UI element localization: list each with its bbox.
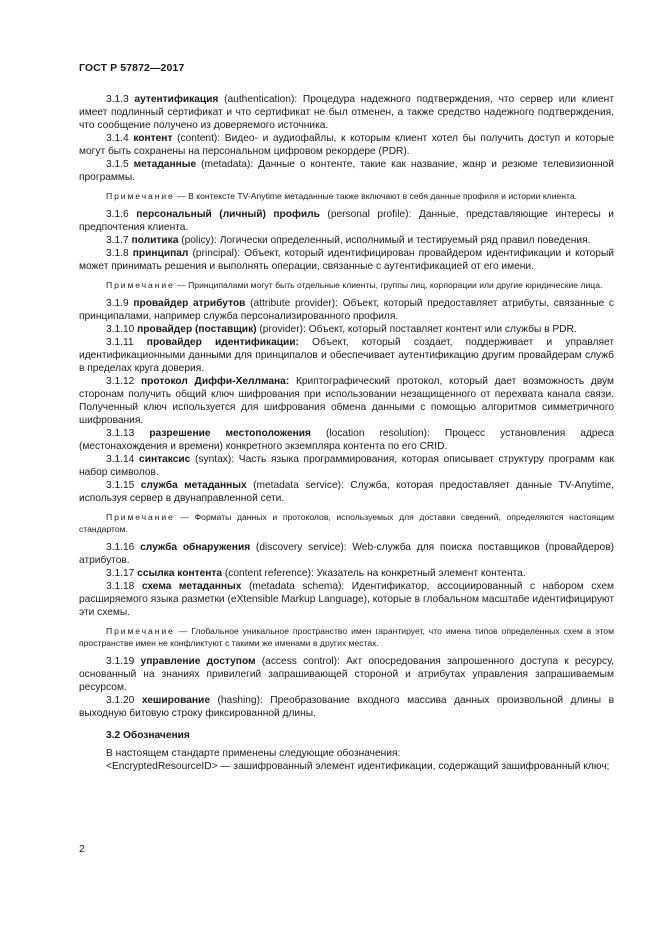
entry-number: 3.1.6 bbox=[106, 209, 137, 220]
entry-number: 3.1.19 bbox=[106, 656, 141, 667]
page-number: 2 bbox=[79, 843, 85, 855]
definition-entry bbox=[79, 567, 614, 580]
entries-group-3 bbox=[79, 297, 614, 505]
entry-term: служба метаданных bbox=[140, 480, 247, 491]
entry-text: (authentication): Процедура надежного подтверждения, что сервер или клиент имеет подлинный сертификат и что сертификат не был отменен, а также средство надежного подтверждения, что сообщение получено из доверяемого источника. bbox=[79, 94, 614, 131]
definition-entry bbox=[79, 655, 614, 694]
entry-term: принципал bbox=[132, 248, 189, 259]
entry-number: 3.1.5 bbox=[106, 159, 134, 170]
note-3 bbox=[79, 511, 614, 535]
entry-term: хеширование bbox=[141, 695, 210, 706]
note-label: Примечание bbox=[106, 280, 175, 290]
entry-term: провайдер идентификации: bbox=[146, 337, 299, 348]
definition-entry bbox=[79, 247, 614, 273]
entry-number: 3.1.16 bbox=[106, 542, 141, 553]
entry-term: провайдер (поставщик) bbox=[137, 324, 257, 335]
entries-group-4 bbox=[79, 541, 614, 619]
note-2 bbox=[79, 279, 614, 291]
entry-text: (policy): Логически определенный, исполнимый и тестируемый ряд правил поведения. bbox=[178, 235, 591, 246]
entry-term: метаданные bbox=[133, 159, 197, 170]
entry-number: 3.1.17 bbox=[106, 568, 138, 579]
entry-text: (content): Видео- и аудиофайлы, к которым клиент хотел бы получить доступ и которые могут быть сохранены на персональном цифровом рекордере (PDR). bbox=[79, 133, 614, 157]
definition-entry bbox=[79, 427, 614, 453]
entry-term: служба обнаружения bbox=[140, 542, 251, 553]
note-1 bbox=[79, 190, 614, 202]
entry-text: (attribute provider): Объект, который предоставляет атрибуты, связанные с принципалами, например служба персонализированного профиля. bbox=[79, 298, 614, 322]
entry-term: управление доступом bbox=[140, 656, 256, 667]
entry-number: 3.1.3 bbox=[106, 94, 135, 105]
entry-text: (provider): Объект, который поставляет контент или службы в PDR. bbox=[256, 324, 577, 335]
entry-text: (hashing): Преобразование входного массива данных произвольной длины в выходную битовую строку фиксированной длины. bbox=[79, 695, 614, 719]
entry-term: политика bbox=[131, 235, 179, 246]
entry-text: (principal): Объект, который идентифицирован провайдером идентификации и который может принимать решения и выполнять операции, связанные с аутентификацией от его имени. bbox=[79, 248, 614, 272]
definition-entry bbox=[79, 158, 614, 184]
note-text: — Форматы данных и протоколов, используемых для доставки сведений, определяются настоящим стандартом. bbox=[79, 512, 614, 534]
entries-group-5 bbox=[79, 655, 614, 720]
note-text: — Глобальное уникальное пространство имен гарантирует, что имена типов определенных схем в этом пространстве имен не конфликтуют с такими же именами в других местах. bbox=[79, 626, 614, 648]
entries-group-1 bbox=[79, 93, 614, 184]
note-label: Примечание bbox=[106, 191, 175, 201]
entry-term: синтаксис bbox=[139, 454, 191, 465]
note-label: Примечание bbox=[106, 512, 175, 522]
definition-entry bbox=[79, 375, 614, 427]
note-text: — В контексте TV-Anytime метаданные также включают в себя данные профиля и истории клиента. bbox=[174, 191, 578, 201]
entry-number: 3.1.12 bbox=[106, 376, 142, 387]
note-label: Примечание bbox=[106, 626, 175, 636]
definition-entry bbox=[79, 93, 614, 132]
definition-entry bbox=[79, 479, 614, 505]
section-item: <EncryptedResourceID> — зашифрованный элемент идентификации, содержащий зашифрованный ключ; bbox=[106, 761, 610, 772]
definition-entry bbox=[79, 453, 614, 479]
entry-text: (personal profile): Данные, представляющие интересы и предпочтения клиента. bbox=[79, 209, 614, 233]
entry-text: (metadata): Данные о контенте, такие как название, жанр и резюме телевизионной программы. bbox=[79, 159, 614, 183]
entry-number: 3.1.14 bbox=[106, 454, 140, 465]
entry-number: 3.1.11 bbox=[106, 337, 147, 348]
definition-entry bbox=[79, 541, 614, 567]
entries-group-2 bbox=[79, 208, 614, 273]
section-intro: В настоящем стандарте применены следующие обозначения: bbox=[106, 748, 401, 759]
entry-number: 3.1.4 bbox=[106, 133, 134, 144]
entry-term: ссылка контента bbox=[137, 568, 223, 579]
definition-entry bbox=[79, 580, 614, 619]
entry-number: 3.1.10 bbox=[106, 324, 138, 335]
note-4 bbox=[79, 625, 614, 649]
definition-entry bbox=[79, 132, 614, 158]
definition-entry bbox=[79, 323, 614, 336]
entry-text: (location resolution): Процесс установления адреса (местонахождения и времени) конкретного экземпляра контента по его CRID. bbox=[79, 428, 615, 452]
entry-text: (access control): Акт опосредования запрошенного доступа к ресурсу, основанный на знаниях привилегий запрашивающей стороной и атрибутах управления запрашиваемым ресурсом. bbox=[79, 656, 614, 693]
section-heading: 3.2 Обозначения bbox=[106, 730, 190, 741]
entry-number: 3.1.7 bbox=[106, 235, 132, 246]
entry-term: протокол Диффи-Хеллмана: bbox=[141, 376, 290, 387]
entry-term: контент bbox=[133, 133, 173, 144]
entry-number: 3.1.9 bbox=[106, 298, 134, 309]
definition-entry bbox=[79, 694, 614, 720]
entry-text: Объект, который создает, поддерживает и управляет идентификационными данными для принципалов и обеспечивает аутентификацию другим провайдерам служб в пределах круга доверия. bbox=[79, 337, 614, 374]
entry-text: Криптографический протокол, который дает возможность двум сторонам получить общий ключ шифрования при использовании незащищенного от перехвата канала связи. Полученный ключ используется для шифрования обмена данными с помощью алгоритмов симметричного шифрования. bbox=[79, 376, 614, 426]
definition-entry bbox=[79, 208, 614, 234]
entry-number: 3.1.20 bbox=[106, 695, 142, 706]
entry-text: (metadata service): Служба, которая предоставляет данные TV-Anytime, используя сервер в двунаправленной сети. bbox=[79, 480, 614, 504]
entry-text: (metadata schema): Идентификатор, ассоциированный с набором схем расширяемого языка разметки (eXtensible Markup Language), которые в глобальном масштабе идентифицируют эти схемы. bbox=[79, 581, 614, 618]
note-text: — Принципалами могут быть отдельные клиенты, группы лиц, корпорации или другие юридические лица. bbox=[174, 280, 603, 290]
entry-text: (content reference): Указатель на конкретный элемент контента. bbox=[222, 568, 526, 579]
entry-number: 3.1.15 bbox=[106, 480, 141, 491]
entry-term: разрешение местоположения bbox=[149, 428, 311, 439]
definition-entry bbox=[79, 234, 614, 247]
document-body bbox=[79, 93, 614, 773]
entry-text: (discovery service): Web-служба для поиска поставщиков (провайдеров) атрибутов. bbox=[79, 542, 615, 566]
entry-term: аутентификация bbox=[134, 94, 219, 105]
entry-term: персональный (личный) профиль bbox=[136, 209, 320, 220]
definition-entry bbox=[79, 297, 614, 323]
entry-term: провайдер атрибутов bbox=[133, 298, 246, 309]
entry-term: схема метаданных bbox=[141, 581, 242, 592]
definition-entry bbox=[79, 336, 614, 375]
entry-number: 3.1.8 bbox=[106, 248, 133, 259]
entry-number: 3.1.13 bbox=[106, 428, 150, 439]
entry-text: (syntax): Часть языка программирования, которая описывает структуру программ как набор символов. bbox=[79, 454, 614, 478]
entry-number: 3.1.18 bbox=[106, 581, 142, 592]
document-header: ГОСТ Р 57872—2017 bbox=[79, 62, 185, 74]
